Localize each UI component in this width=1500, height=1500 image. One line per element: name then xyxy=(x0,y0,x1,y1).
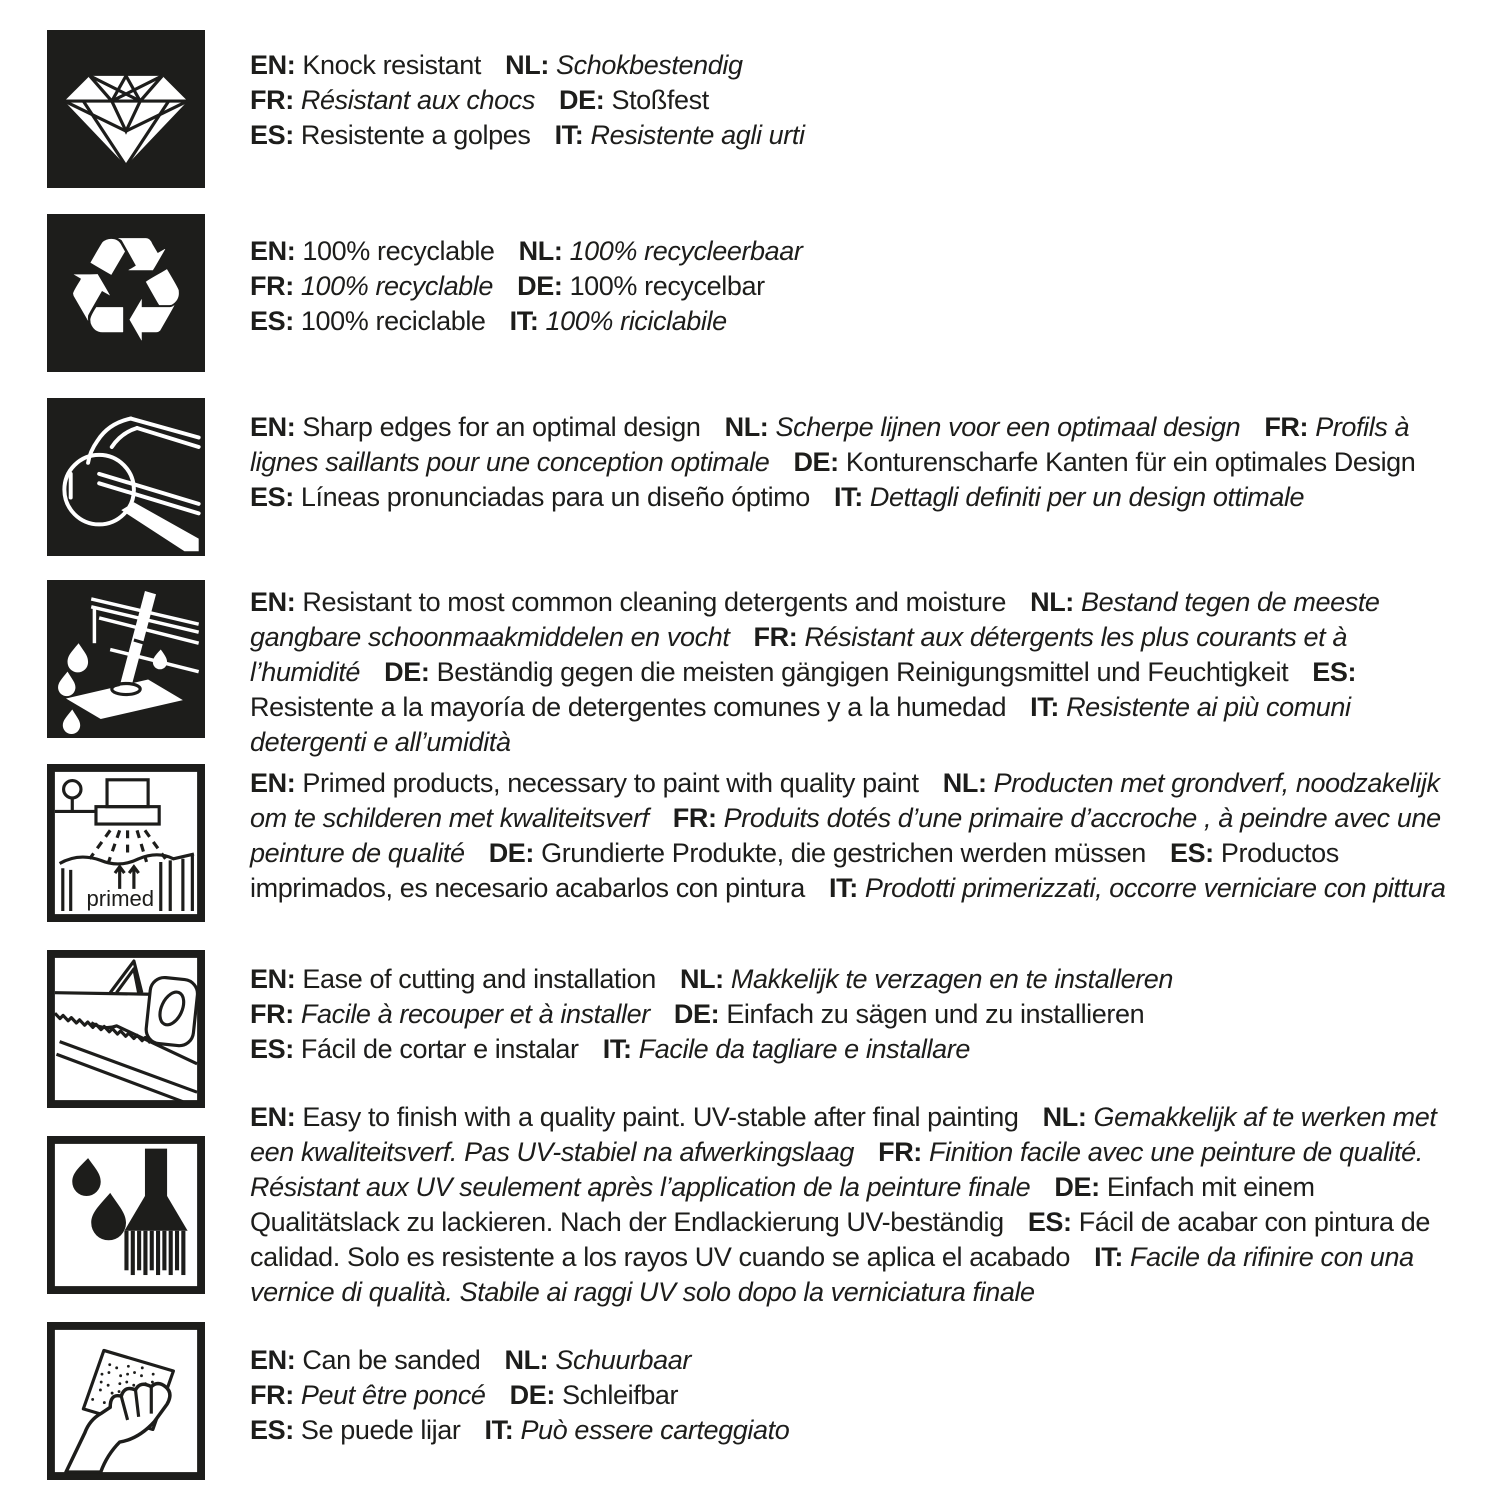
lang-entry xyxy=(250,1380,486,1410)
feature-phrase: Schleifbar xyxy=(562,1380,679,1410)
lang-entry xyxy=(793,447,1415,477)
lang-entry xyxy=(725,412,1241,442)
feature-phrase: Profils à lignes saillants pour une conception optimale xyxy=(250,412,1410,477)
feature-phrase: Resistente agli urti xyxy=(590,120,805,150)
feature-phrase: Producten met grondverf, noodzakelijk om te schilderen met kwaliteitsverf xyxy=(250,768,1440,833)
lang-label: DE: xyxy=(517,271,563,301)
lang-label: FR: xyxy=(250,1380,294,1410)
lang-label: NL: xyxy=(1030,587,1074,617)
feature-phrase: Se puede lijar xyxy=(300,1415,461,1445)
lang-entry xyxy=(250,1102,1019,1132)
lang-entry xyxy=(517,271,765,301)
feature-phrase: Resistente a golpes xyxy=(300,120,531,150)
lang-entry xyxy=(489,838,1146,868)
lang-label: EN: xyxy=(250,50,296,80)
lang-label: DE: xyxy=(793,447,839,477)
feature-phrase: 100% recyclable xyxy=(300,271,494,301)
lang-label: NL: xyxy=(504,1345,549,1375)
feature-phrase: 100% recycelbar xyxy=(569,271,765,301)
lang-label: FR: xyxy=(250,999,294,1029)
feature-phrase: Résistant aux chocs xyxy=(300,85,535,115)
feature-phrase: 100% recycleerbaar xyxy=(569,236,803,266)
recycle-icon xyxy=(47,214,205,372)
lang-entry xyxy=(384,657,1288,687)
lang-entry xyxy=(250,482,810,512)
lang-entry xyxy=(505,50,742,80)
lang-entry xyxy=(504,1345,691,1375)
feature-phrase: Einfach mit einem Qualitätslack zu lackieren. Nach der Endlackierung UV-beständig xyxy=(250,1172,1315,1237)
lang-label: IT: xyxy=(1030,692,1059,722)
feature-text-recyclable xyxy=(250,234,1465,339)
feature-phrase: Facile da rifinire con una vernice di qualità. Stabile ai raggi UV solo dopo la verniciatura finale xyxy=(250,1242,1414,1307)
lang-label: ES: xyxy=(250,482,294,512)
lang-label: NL: xyxy=(942,768,987,798)
feature-phrase: Easy to finish with a quality paint. UV-stable after final painting xyxy=(302,1102,1019,1132)
feature-phrase: Fácil de acabar con pintura de calidad. Solo es resistente a los rayos UV cuando se aplica el acabado xyxy=(250,1207,1430,1272)
lang-entry xyxy=(519,236,803,266)
lang-label: EN: xyxy=(250,1102,296,1132)
lang-label: EN: xyxy=(250,587,296,617)
lang-entry xyxy=(485,1415,790,1445)
lang-label: NL: xyxy=(679,964,724,994)
lang-label: FR: xyxy=(250,271,294,301)
lang-entry xyxy=(559,85,709,115)
feature-phrase: Può essere carteggiato xyxy=(520,1415,790,1445)
lang-label: ES: xyxy=(250,120,294,150)
lang-entry xyxy=(250,768,919,798)
lang-label: DE: xyxy=(673,999,720,1029)
lang-entry xyxy=(250,587,1006,617)
feature-phrase: Schokbestendig xyxy=(556,50,743,80)
feature-phrase: Sharp edges for an optimal design xyxy=(302,412,701,442)
feature-phrase: Facile da tagliare e installare xyxy=(638,1034,970,1064)
feature-phrase: Dettagli definiti per un design ottimale xyxy=(869,482,1305,512)
feature-phrase: Prodotti primerizzati, occorre verniciare con pittura xyxy=(864,873,1446,903)
lang-label: IT: xyxy=(834,482,863,512)
lang-label: IT: xyxy=(1094,1242,1123,1272)
feature-phrase: Scherpe lijnen voor een optimaal design xyxy=(775,412,1241,442)
lang-entry xyxy=(250,306,486,336)
lang-label: EN: xyxy=(250,768,296,798)
feature-phrase: Einfach zu sägen und zu installieren xyxy=(726,999,1145,1029)
lang-label: DE: xyxy=(488,838,534,868)
lang-entry xyxy=(829,873,1445,903)
lang-entry xyxy=(603,1034,970,1064)
feature-text-sharp-edges xyxy=(250,410,1465,515)
feature-phrase: Primed products, necessary to paint with quality paint xyxy=(302,768,919,798)
lang-label: IT: xyxy=(602,1034,632,1064)
lang-label: NL: xyxy=(1042,1102,1087,1132)
lang-entry xyxy=(674,999,1144,1029)
feature-phrase: 100% reciclable xyxy=(300,306,486,336)
feature-text-knock-resistant xyxy=(250,48,1465,153)
lang-label: EN: xyxy=(250,236,296,266)
feature-text-easy-finish-uv xyxy=(250,1100,1465,1310)
lang-entry xyxy=(250,1415,460,1445)
feature-phrase: Konturenscharfe Kanten für ein optimales Design xyxy=(845,447,1416,477)
lang-label: NL: xyxy=(724,412,769,442)
diamond-icon xyxy=(47,30,205,188)
lang-label: EN: xyxy=(250,1345,296,1375)
feature-text-sandable xyxy=(250,1343,1465,1448)
lang-label: EN: xyxy=(250,964,296,994)
lang-label: ES: xyxy=(1169,838,1214,868)
feature-phrase: Makkelijk te verzagen en te installeren xyxy=(730,964,1174,994)
feature-phrase: Peut être poncé xyxy=(300,1380,486,1410)
lang-label: NL: xyxy=(505,50,549,80)
feature-phrase: Schuurbaar xyxy=(555,1345,691,1375)
lang-entry xyxy=(250,1034,579,1064)
feature-phrase: Knock resistant xyxy=(302,50,482,80)
lang-label: FR: xyxy=(878,1137,922,1167)
feature-phrase: Líneas pronunciadas para un diseño óptimo xyxy=(300,482,810,512)
lang-label: DE: xyxy=(559,85,605,115)
lang-label: DE: xyxy=(509,1380,555,1410)
lang-entry xyxy=(250,85,535,115)
feature-phrase: Can be sanded xyxy=(302,1345,481,1375)
lang-label: IT: xyxy=(509,306,539,336)
feature-phrase: Resistant to most common cleaning detergents and moisture xyxy=(302,587,1006,617)
cleaning-icon xyxy=(47,580,205,738)
lang-label: IT: xyxy=(484,1415,514,1445)
lang-entry xyxy=(250,271,493,301)
lang-entry xyxy=(834,482,1304,512)
feature-text-detergent-resistant xyxy=(250,585,1465,760)
lang-entry xyxy=(555,120,805,150)
lang-label: ES: xyxy=(1027,1207,1072,1237)
lang-entry xyxy=(250,236,495,266)
lang-label: IT: xyxy=(554,120,584,150)
feature-phrase: 100% riciclabile xyxy=(545,306,727,336)
paint-icon xyxy=(47,1136,205,1294)
lang-label: FR: xyxy=(1264,412,1309,442)
lang-entry xyxy=(510,1380,679,1410)
lang-label: NL: xyxy=(518,236,563,266)
primed-icon xyxy=(47,764,205,922)
lang-label: ES: xyxy=(250,306,294,336)
lang-entry xyxy=(250,999,650,1029)
lang-label: EN: xyxy=(250,412,296,442)
sanding-icon xyxy=(47,1322,205,1480)
feature-phrase: Stoßfest xyxy=(611,85,709,115)
feature-phrase: Productos imprimados, es necesario acabarlos con pintura xyxy=(250,838,1339,903)
feature-phrase: Gemakkelijk af te werken met een kwaliteitsverf. Pas UV-stabiel na afwerkingslaag xyxy=(250,1102,1437,1167)
feature-phrase: Produits dotés d’une primaire d’accroche , à peindre avec une peinture de qualité xyxy=(250,803,1441,868)
feature-phrase: Facile à recouper et à installer xyxy=(300,999,650,1029)
feature-phrase: Beständig gegen die meisten gängigen Reinigungsmittel und Feuchtigkeit xyxy=(436,657,1289,687)
feature-phrase: 100% recyclable xyxy=(302,236,495,266)
lang-label: FR: xyxy=(672,803,717,833)
feature-phrase: Fácil de cortar e instalar xyxy=(300,1034,579,1064)
lang-entry xyxy=(250,412,700,442)
lang-label: FR: xyxy=(753,622,798,652)
lang-entry xyxy=(250,50,481,80)
feature-phrase: Finition facile avec une peinture de qualité. Résistant aux UV seulement après l’application de la peinture finale xyxy=(250,1137,1423,1202)
feature-phrase: Resistente ai più comuni detergenti e all’umidità xyxy=(250,692,1351,757)
feature-text-primed-products xyxy=(250,766,1465,906)
feature-phrase: Bestand tegen de meeste gangbare schoonmaakmiddelen en vocht xyxy=(250,587,1380,652)
lang-label: ES: xyxy=(250,1415,294,1445)
lang-label: DE: xyxy=(1054,1172,1100,1202)
sharp-edges-icon xyxy=(47,398,205,556)
feature-phrase: Grundierte Produkte, die gestrichen werden müssen xyxy=(541,838,1146,868)
feature-phrase: Résistant aux détergents les plus courants et à l’humidité xyxy=(250,622,1347,687)
lang-entry xyxy=(250,120,530,150)
lang-entry xyxy=(680,964,1173,994)
svg-text:♻: ♻ xyxy=(60,214,192,372)
feature-phrase: Ease of cutting and installation xyxy=(302,964,656,994)
saw-icon xyxy=(47,950,205,1108)
lang-label: FR: xyxy=(250,85,294,115)
primed-label: primed xyxy=(86,886,155,912)
feature-text-easy-cutting xyxy=(250,962,1465,1067)
lang-label: ES: xyxy=(250,1034,294,1064)
feature-phrase: Resistente a la mayoría de detergentes comunes y a la humedad xyxy=(250,692,1007,722)
lang-entry xyxy=(250,1345,480,1375)
lang-label: ES: xyxy=(1312,657,1357,687)
lang-entry xyxy=(510,306,727,336)
lang-entry xyxy=(250,964,656,994)
lang-label: DE: xyxy=(384,657,430,687)
lang-label: IT: xyxy=(829,873,858,903)
